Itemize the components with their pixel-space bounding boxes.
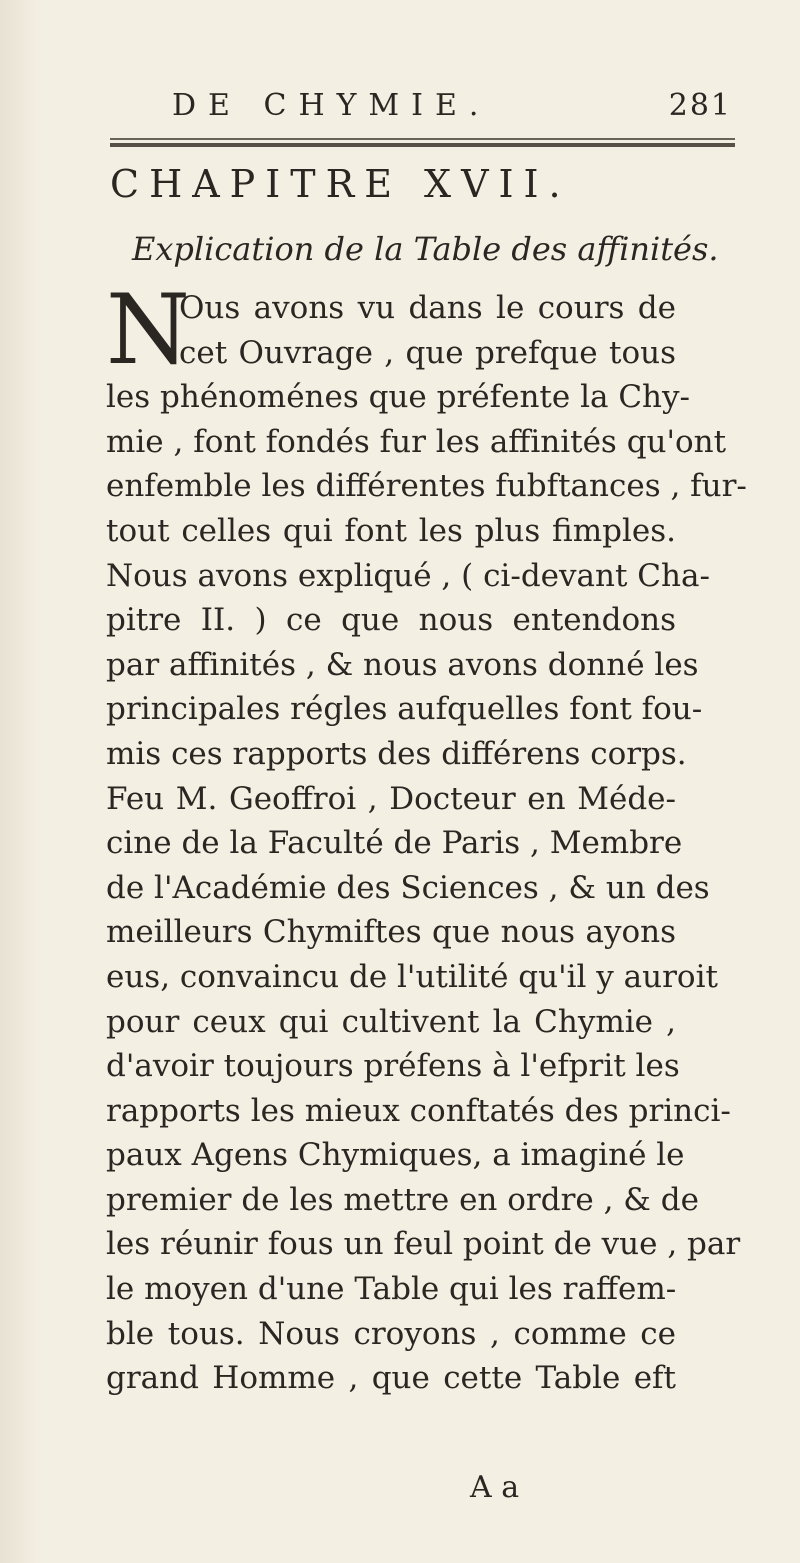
text-line: pour ceux qui cultivent la Chymie , <box>106 1003 676 1040</box>
text-line: mie , font fondés fur les affinités qu'ont <box>106 423 727 460</box>
text-line: mis ces rapports des différens corps. <box>106 735 687 772</box>
text-line: Feu M. Geoffroi , Docteur en Méde- <box>106 780 676 817</box>
page-number: 281 <box>668 88 732 123</box>
text-line: Nous avons expliqué , ( ci-devant Cha- <box>106 557 710 594</box>
text-line: Ous avons vu dans le cours de <box>179 290 676 326</box>
text-line: d'avoir toujours préfens à l'efprit les <box>106 1048 680 1085</box>
chapter-title: CHAPITRE XVII. <box>110 162 571 206</box>
text-line: cet Ouvrage , que prefque tous <box>179 334 676 371</box>
text-line: par affinités , & nous avons donné les <box>106 646 699 683</box>
text-line: pitre II. ) ce que nous entendons <box>106 602 676 639</box>
text-line: ble tous. Nous croyons , comme ce <box>106 1315 676 1352</box>
body-text <box>106 274 747 1401</box>
text-line: le moyen d'une Table qui les raffem- <box>106 1271 677 1308</box>
text-line: tout celles qui font les plus fimples. <box>106 512 676 549</box>
catchword: A a <box>470 1470 520 1505</box>
text-line: grand Homme , que cette Table eft <box>106 1360 676 1397</box>
header-rule-thin <box>110 138 735 140</box>
text-line: cine de la Faculté de Paris , Membre <box>106 825 683 862</box>
text-line: de l'Académie des Sciences , & un des <box>106 869 710 906</box>
text-line: principales régles aufquelles font fou- <box>106 691 703 728</box>
text-line: paux Agens Chymiques, a imaginé le <box>106 1137 685 1174</box>
running-head-title: DE CHYMIE. <box>172 88 491 123</box>
text-line: meilleurs Chymiftes que nous ayons <box>106 914 676 951</box>
text-line: premier de les mettre en ordre , & de <box>106 1181 699 1218</box>
drop-cap: N <box>106 274 190 386</box>
chapter-subtitle: Explication de la Table des affinités. <box>132 230 719 268</box>
text-line: eus, convaincu de l'utilité qu'il y auroit <box>106 958 718 995</box>
text-line: rapports les mieux conftatés des princi- <box>106 1092 731 1129</box>
header-rule-thick <box>110 143 735 147</box>
text-line: les réunir fous un feul point de vue , par <box>106 1226 741 1263</box>
running-head <box>172 88 732 128</box>
text-line: les phénoménes que préfente la Chy- <box>106 379 691 416</box>
text-line: enfemble les différentes fubftances , fur- <box>106 468 747 505</box>
